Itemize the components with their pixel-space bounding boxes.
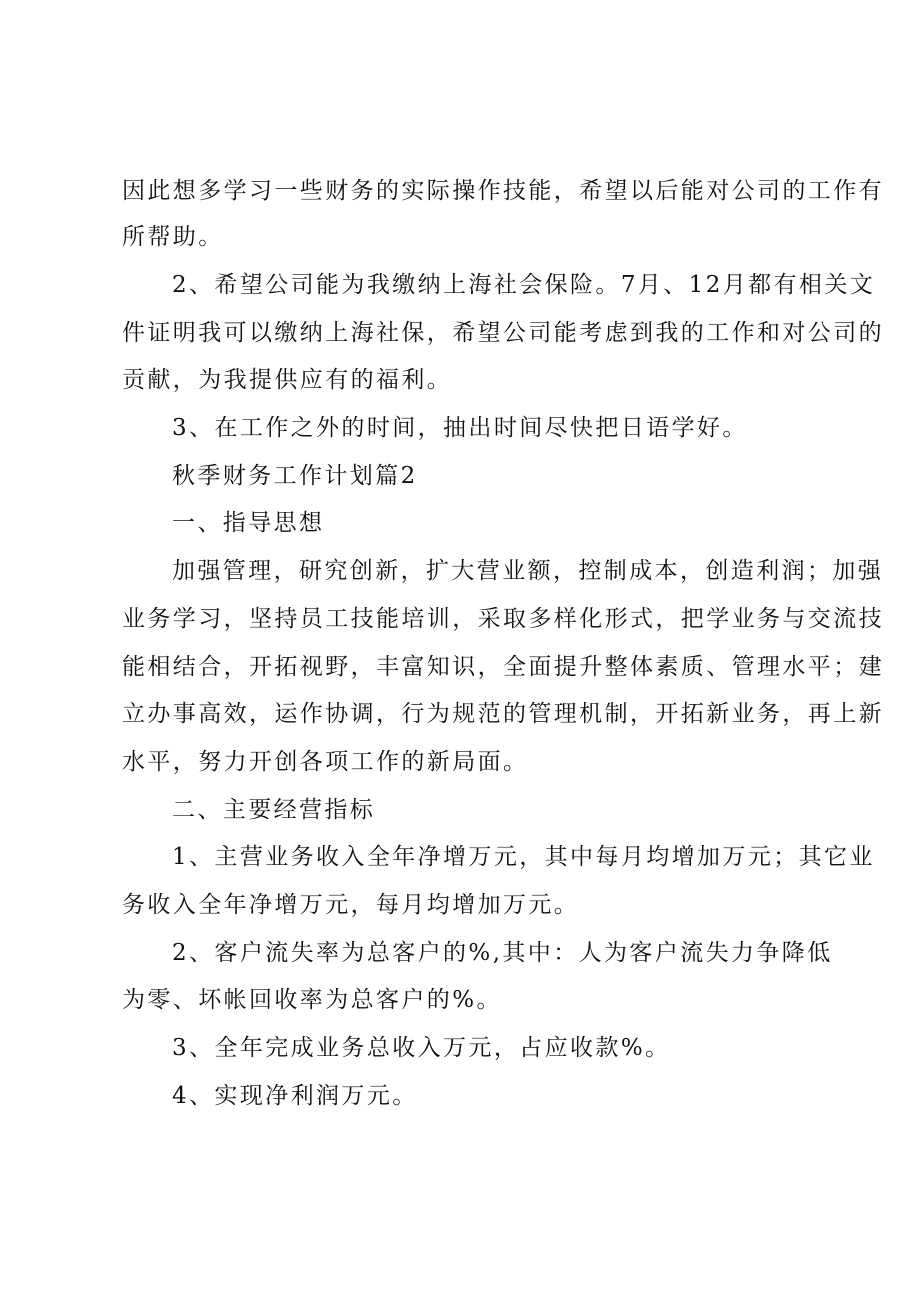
text-line-17: 2、客户流失率为总客户的%,其中：人为客户流失力争降低 [172,940,833,966]
text-line-5: 贡献，为我提供应有的福利。 [122,367,453,393]
heading-main-indicators: 二、主要经营指标 [172,797,376,823]
text-line-12: 立办事高效，运作协调，行为规范的管理机制，开拓新业务，再上新 [122,701,884,727]
text-line-11: 能相结合，开拓视野，丰富知识，全面提升整体素质、管理水平；建 [122,654,884,680]
heading-guiding-thought: 一、指导思想 [172,510,325,536]
text-line-15: 1、主营业务收入全年净增万元，其中每月均增加万元；其它业 [172,844,875,870]
text-line-1: 因此想多学习一些财务的实际操作技能，希望以后能对公司的工作有 [122,178,884,204]
text-line-13: 水平，努力开创各项工作的新局面。 [122,749,529,775]
text-line-10: 业务学习，坚持员工技能培训，采取多样化形式，把学业务与交流技 [122,606,884,632]
text-line-19: 3、全年完成业务总收入万元，占应收款%。 [172,1035,671,1061]
text-line-20: 4、实现净利润万元。 [172,1083,418,1109]
text-line-4: 件证明我可以缴纳上海社保，希望公司能考虑到我的工作和对公司的 [122,320,884,346]
text-line-18: 为零、坏帐回收率为总客户的%。 [122,987,502,1013]
section-title: 秋季财务工作计划篇2 [172,463,418,489]
text-line-16: 务收入全年净增万元，每月均增加万元。 [122,892,580,918]
text-line-2: 所帮助。 [122,224,224,250]
text-line-9: 加强管理，研究创新，扩大营业额，控制成本，创造利润；加强 [172,558,884,584]
text-line-3: 2、希望公司能为我缴纳上海社会保险。7月、12月都有相关文 [172,272,876,298]
text-line-6: 3、在工作之外的时间，抽出时间尽快把日语学好。 [172,415,748,441]
